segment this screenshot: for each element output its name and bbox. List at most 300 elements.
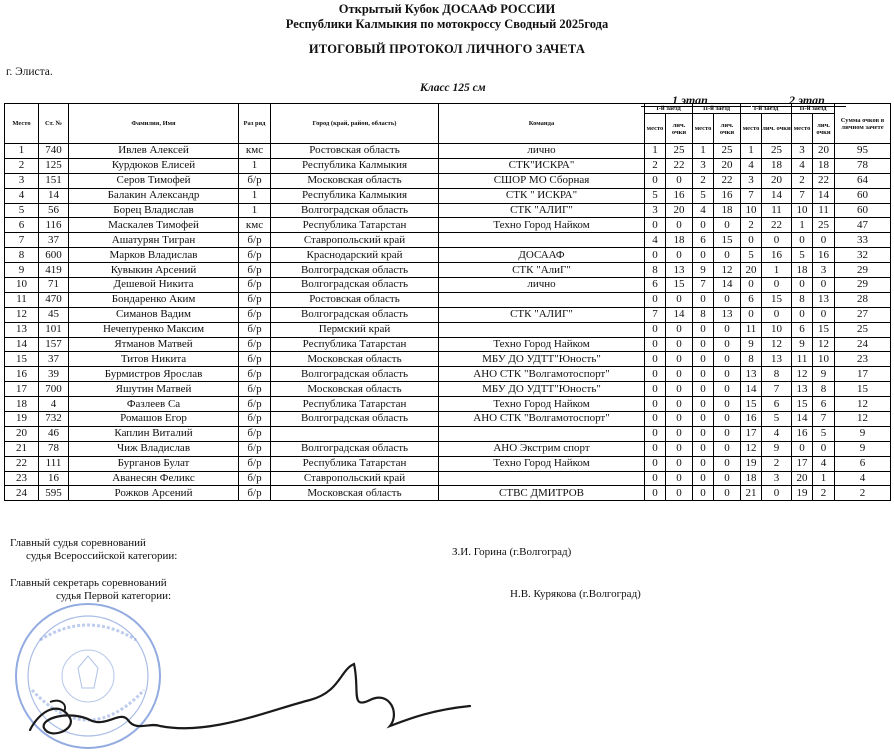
race-points-cell: 5 xyxy=(813,426,835,441)
region-cell: Волгоградская область xyxy=(271,441,439,456)
region-cell: Республика Калмыкия xyxy=(271,188,439,203)
athlete-name-cell: Рожков Арсений xyxy=(69,486,239,501)
place-cell: 3 xyxy=(5,173,39,188)
race-points-cell: 0 xyxy=(666,322,693,337)
judge-name: З.И. Горина (г.Волгоград) xyxy=(452,546,572,558)
table-row xyxy=(5,426,891,441)
race-points-cell: 11 xyxy=(813,203,835,218)
stage1-label: 1 этап xyxy=(672,93,708,107)
team-cell: Техно Город Найком xyxy=(439,456,645,471)
race-position-cell: 7 xyxy=(693,278,714,293)
table-row xyxy=(5,412,891,427)
total-points-cell: 9 xyxy=(835,426,891,441)
race-position-cell: 0 xyxy=(645,352,666,367)
race-points-cell: 0 xyxy=(813,441,835,456)
total-points-cell: 29 xyxy=(835,263,891,278)
race-points-cell: 0 xyxy=(714,218,741,233)
table-row xyxy=(5,158,891,173)
team-cell: Техно Город Найком xyxy=(439,337,645,352)
race-points-cell: 22 xyxy=(762,218,792,233)
total-points-cell: 60 xyxy=(835,203,891,218)
race-points-cell: 18 xyxy=(666,233,693,248)
race-position-cell: 19 xyxy=(741,456,762,471)
place-cell: 1 xyxy=(5,144,39,159)
start-number-cell: 78 xyxy=(39,441,69,456)
results-table xyxy=(4,103,891,501)
place-cell: 20 xyxy=(5,426,39,441)
athlete-name-cell: Дешевой Никита xyxy=(69,278,239,293)
race-points-cell: 0 xyxy=(762,278,792,293)
race-position-cell: 0 xyxy=(792,307,813,322)
race-position-cell: 0 xyxy=(693,322,714,337)
race-points-cell: 3 xyxy=(762,471,792,486)
rank-cell: 1 xyxy=(239,158,271,173)
start-number-cell: 37 xyxy=(39,352,69,367)
team-cell: МБУ ДО УДТТ"Юность" xyxy=(439,382,645,397)
athlete-name-cell: Нечепуренко Максим xyxy=(69,322,239,337)
race-position-cell: 18 xyxy=(792,263,813,278)
race-points-cell: 4 xyxy=(813,456,835,471)
table-row xyxy=(5,263,891,278)
place-cell: 21 xyxy=(5,441,39,456)
col-team: Команда xyxy=(439,104,645,144)
place-cell: 7 xyxy=(5,233,39,248)
place-cell: 23 xyxy=(5,471,39,486)
race-position-cell: 0 xyxy=(693,292,714,307)
col-pts: лич. очки xyxy=(666,114,693,144)
race-position-cell: 12 xyxy=(741,441,762,456)
team-cell: СТК "АЛИГ" xyxy=(439,307,645,322)
race-position-cell: 6 xyxy=(645,278,666,293)
race-points-cell: 0 xyxy=(762,307,792,322)
total-points-cell: 9 xyxy=(835,441,891,456)
race-position-cell: 4 xyxy=(693,203,714,218)
place-cell: 2 xyxy=(5,158,39,173)
race-position-cell: 10 xyxy=(741,203,762,218)
col-place: Место xyxy=(5,104,39,144)
athlete-name-cell: Серов Тимофей xyxy=(69,173,239,188)
race-position-cell: 8 xyxy=(792,292,813,307)
start-number-cell: 116 xyxy=(39,218,69,233)
race-position-cell: 20 xyxy=(741,263,762,278)
race-position-cell: 2 xyxy=(645,158,666,173)
race-position-cell: 9 xyxy=(792,337,813,352)
race-position-cell: 3 xyxy=(741,173,762,188)
team-cell: лично xyxy=(439,144,645,159)
col-race1: I-й заезд xyxy=(645,104,693,114)
total-points-cell: 12 xyxy=(835,412,891,427)
race-points-cell: 0 xyxy=(714,456,741,471)
race-position-cell: 4 xyxy=(645,233,666,248)
table-row xyxy=(5,486,891,501)
race-position-cell: 1 xyxy=(741,144,762,159)
race-points-cell: 0 xyxy=(666,248,693,263)
total-points-cell: 6 xyxy=(835,456,891,471)
race-points-cell: 16 xyxy=(666,188,693,203)
race-points-cell: 18 xyxy=(714,203,741,218)
race-points-cell: 7 xyxy=(813,412,835,427)
race-points-cell: 0 xyxy=(666,367,693,382)
race-points-cell: 16 xyxy=(813,248,835,263)
race-position-cell: 14 xyxy=(741,382,762,397)
race-position-cell: 7 xyxy=(792,188,813,203)
region-cell: Московская область xyxy=(271,173,439,188)
race-points-cell: 18 xyxy=(762,158,792,173)
region-cell: Пермский край xyxy=(271,322,439,337)
race-points-cell: 22 xyxy=(714,173,741,188)
race-position-cell: 9 xyxy=(741,337,762,352)
race-points-cell: 0 xyxy=(666,412,693,427)
total-points-cell: 78 xyxy=(835,158,891,173)
race-position-cell: 7 xyxy=(741,188,762,203)
place-cell: 4 xyxy=(5,188,39,203)
race-position-cell: 0 xyxy=(693,382,714,397)
race-position-cell: 5 xyxy=(792,248,813,263)
race-position-cell: 0 xyxy=(645,173,666,188)
class-label: Класс 125 см xyxy=(420,82,486,94)
rank-cell: б/р xyxy=(239,307,271,322)
start-number-cell: 595 xyxy=(39,486,69,501)
race-points-cell: 20 xyxy=(762,173,792,188)
race-points-cell: 0 xyxy=(714,248,741,263)
team-cell: СТК"ИСКРА" xyxy=(439,158,645,173)
race-position-cell: 0 xyxy=(693,337,714,352)
start-number-cell: 39 xyxy=(39,367,69,382)
team-cell: СТК "АЛИГ" xyxy=(439,203,645,218)
col-pos: место xyxy=(741,114,762,144)
table-row xyxy=(5,278,891,293)
table-row xyxy=(5,367,891,382)
rank-cell: б/р xyxy=(239,263,271,278)
race-position-cell: 0 xyxy=(693,367,714,382)
col-pos: место xyxy=(792,114,813,144)
team-cell: ДОСААФ xyxy=(439,248,645,263)
table-row xyxy=(5,248,891,263)
race-points-cell: 0 xyxy=(714,322,741,337)
region-cell: Московская область xyxy=(271,486,439,501)
race-points-cell: 16 xyxy=(762,248,792,263)
race-points-cell: 0 xyxy=(714,382,741,397)
table-row xyxy=(5,337,891,352)
athlete-name-cell: Борец Владислав xyxy=(69,203,239,218)
judge-title-1: Главный судья соревнований xyxy=(10,537,146,549)
total-points-cell: 33 xyxy=(835,233,891,248)
race-position-cell: 0 xyxy=(693,412,714,427)
col-total: Сумма очков в личном зачете xyxy=(835,104,891,144)
race-points-cell: 0 xyxy=(714,337,741,352)
race-position-cell: 13 xyxy=(792,382,813,397)
race-position-cell: 0 xyxy=(645,486,666,501)
race-points-cell: 0 xyxy=(714,352,741,367)
start-number-cell: 71 xyxy=(39,278,69,293)
total-points-cell: 29 xyxy=(835,278,891,293)
document-title: Открытый Кубок ДОСААФ РОССИИ xyxy=(338,2,556,16)
race-points-cell: 15 xyxy=(666,278,693,293)
race-points-cell: 15 xyxy=(762,292,792,307)
region-cell: Республика Татарстан xyxy=(271,397,439,412)
race-position-cell: 9 xyxy=(693,263,714,278)
race-points-cell: 14 xyxy=(714,278,741,293)
place-cell: 8 xyxy=(5,248,39,263)
race-position-cell: 0 xyxy=(645,426,666,441)
table-row xyxy=(5,441,891,456)
race-points-cell: 0 xyxy=(714,441,741,456)
total-points-cell: 17 xyxy=(835,367,891,382)
rank-cell: б/р xyxy=(239,322,271,337)
race-points-cell: 14 xyxy=(666,307,693,322)
race-position-cell: 0 xyxy=(792,278,813,293)
race-points-cell: 5 xyxy=(762,412,792,427)
race-points-cell: 13 xyxy=(813,292,835,307)
race-points-cell: 0 xyxy=(666,471,693,486)
table-row xyxy=(5,144,891,159)
athlete-name-cell: Бурганов Булат xyxy=(69,456,239,471)
start-number-cell: 470 xyxy=(39,292,69,307)
athlete-name-cell: Бурмистров Ярослав xyxy=(69,367,239,382)
race-position-cell: 3 xyxy=(693,158,714,173)
athlete-name-cell: Курдюков Елисей xyxy=(69,158,239,173)
table-row xyxy=(5,292,891,307)
table-row xyxy=(5,456,891,471)
col-name: Фамилия, Имя xyxy=(69,104,239,144)
race-points-cell: 25 xyxy=(813,218,835,233)
race-points-cell: 0 xyxy=(714,471,741,486)
place-cell: 18 xyxy=(5,397,39,412)
race-position-cell: 8 xyxy=(645,263,666,278)
race-position-cell: 18 xyxy=(741,471,762,486)
place-cell: 17 xyxy=(5,382,39,397)
judge-title-2: судья Всероссийской категории: xyxy=(26,550,178,562)
results-body xyxy=(5,144,891,501)
race-position-cell: 11 xyxy=(741,322,762,337)
start-number-cell: 157 xyxy=(39,337,69,352)
race-points-cell: 0 xyxy=(714,397,741,412)
race-points-cell: 7 xyxy=(762,382,792,397)
race-points-cell: 0 xyxy=(762,233,792,248)
col-pts: лич. очки xyxy=(813,114,835,144)
race-position-cell: 0 xyxy=(645,471,666,486)
rank-cell: б/р xyxy=(239,471,271,486)
start-number-cell: 111 xyxy=(39,456,69,471)
region-cell: Республика Татарстан xyxy=(271,337,439,352)
race-position-cell: 0 xyxy=(693,218,714,233)
race-points-cell: 0 xyxy=(666,292,693,307)
race-position-cell: 0 xyxy=(645,456,666,471)
race-position-cell: 0 xyxy=(693,471,714,486)
col-race2: II-й заезд xyxy=(693,104,741,114)
rank-cell: б/р xyxy=(239,352,271,367)
race-position-cell: 0 xyxy=(645,382,666,397)
race-points-cell: 0 xyxy=(714,292,741,307)
race-position-cell: 2 xyxy=(792,173,813,188)
team-cell: СТВС ДМИТРОВ xyxy=(439,486,645,501)
team-cell: АНО Экстрим спорт xyxy=(439,441,645,456)
athlete-name-cell: Аванесян Феликс xyxy=(69,471,239,486)
athlete-name-cell: Чиж Владислав xyxy=(69,441,239,456)
col-start-no: Ст. № xyxy=(39,104,69,144)
place-cell: 15 xyxy=(5,352,39,367)
secretary-name: Н.В. Курякова (г.Волгоград) xyxy=(510,588,641,600)
race-points-cell: 22 xyxy=(813,173,835,188)
race-position-cell: 6 xyxy=(693,233,714,248)
place-cell: 5 xyxy=(5,203,39,218)
athlete-name-cell: Кувыкин Арсений xyxy=(69,263,239,278)
team-cell xyxy=(439,233,645,248)
start-number-cell: 600 xyxy=(39,248,69,263)
place-cell: 14 xyxy=(5,337,39,352)
race-points-cell: 15 xyxy=(714,233,741,248)
race-points-cell: 0 xyxy=(666,456,693,471)
race-points-cell: 20 xyxy=(714,158,741,173)
race-points-cell: 0 xyxy=(666,397,693,412)
start-number-cell: 56 xyxy=(39,203,69,218)
race-points-cell: 0 xyxy=(666,218,693,233)
table-row xyxy=(5,322,891,337)
race-points-cell: 16 xyxy=(714,188,741,203)
race-points-cell: 13 xyxy=(714,307,741,322)
race-points-cell: 0 xyxy=(813,233,835,248)
race-position-cell: 16 xyxy=(741,412,762,427)
race-points-cell: 1 xyxy=(762,263,792,278)
region-cell: Республика Татарстан xyxy=(271,456,439,471)
race-position-cell: 15 xyxy=(792,397,813,412)
athlete-name-cell: Балакин Александр xyxy=(69,188,239,203)
stage2-label: 2 этап xyxy=(789,93,825,107)
total-points-cell: 32 xyxy=(835,248,891,263)
race-points-cell: 6 xyxy=(762,397,792,412)
table-row xyxy=(5,173,891,188)
total-points-cell: 4 xyxy=(835,471,891,486)
athlete-name-cell: Ромашов Егор xyxy=(69,412,239,427)
athlete-name-cell: Бондаренко Аким xyxy=(69,292,239,307)
race-points-cell: 0 xyxy=(813,307,835,322)
start-number-cell: 101 xyxy=(39,322,69,337)
place-cell: 19 xyxy=(5,412,39,427)
table-row xyxy=(5,218,891,233)
table-row xyxy=(5,352,891,367)
race-points-cell: 0 xyxy=(714,412,741,427)
col-race3: I-й заезд xyxy=(741,104,792,114)
place-cell: 24 xyxy=(5,486,39,501)
race-position-cell: 0 xyxy=(693,352,714,367)
place-cell: 11 xyxy=(5,292,39,307)
race-points-cell: 20 xyxy=(813,144,835,159)
team-cell xyxy=(439,292,645,307)
race-position-cell: 0 xyxy=(693,426,714,441)
table-row xyxy=(5,471,891,486)
document-subtitle: Республики Калмыкия по мотокроссу Сводный 2025года xyxy=(285,17,609,31)
race-position-cell: 3 xyxy=(645,203,666,218)
race-position-cell: 0 xyxy=(645,441,666,456)
race-position-cell: 11 xyxy=(792,352,813,367)
col-race4: II-й заезд xyxy=(792,104,835,114)
race-position-cell: 0 xyxy=(741,278,762,293)
total-points-cell: 12 xyxy=(835,397,891,412)
race-position-cell: 0 xyxy=(645,397,666,412)
race-position-cell: 19 xyxy=(792,486,813,501)
place-cell: 10 xyxy=(5,278,39,293)
team-cell: Техно Город Найком xyxy=(439,218,645,233)
table-row xyxy=(5,307,891,322)
rank-cell: 1 xyxy=(239,188,271,203)
race-points-cell: 6 xyxy=(813,397,835,412)
race-position-cell: 0 xyxy=(645,412,666,427)
race-points-cell: 4 xyxy=(762,426,792,441)
team-cell: СТК " ИСКРА" xyxy=(439,188,645,203)
race-position-cell: 15 xyxy=(741,397,762,412)
race-position-cell: 12 xyxy=(792,367,813,382)
race-position-cell: 0 xyxy=(693,456,714,471)
race-points-cell: 0 xyxy=(666,337,693,352)
race-points-cell: 0 xyxy=(666,441,693,456)
race-points-cell: 9 xyxy=(762,441,792,456)
total-points-cell: 2 xyxy=(835,486,891,501)
team-cell xyxy=(439,471,645,486)
start-number-cell: 45 xyxy=(39,307,69,322)
team-cell: Техно Город Найком xyxy=(439,397,645,412)
start-number-cell: 419 xyxy=(39,263,69,278)
rank-cell: 1 xyxy=(239,203,271,218)
athlete-name-cell: Ятманов Матвей xyxy=(69,337,239,352)
race-position-cell: 0 xyxy=(645,322,666,337)
race-position-cell: 0 xyxy=(693,441,714,456)
race-points-cell: 18 xyxy=(813,158,835,173)
race-position-cell: 6 xyxy=(741,292,762,307)
race-points-cell: 11 xyxy=(762,203,792,218)
start-number-cell: 4 xyxy=(39,397,69,412)
race-position-cell: 6 xyxy=(792,322,813,337)
race-position-cell: 5 xyxy=(693,188,714,203)
race-position-cell: 17 xyxy=(792,456,813,471)
race-position-cell: 4 xyxy=(792,158,813,173)
total-points-cell: 24 xyxy=(835,337,891,352)
race-position-cell: 0 xyxy=(792,441,813,456)
col-rank: Раз ряд xyxy=(239,104,271,144)
race-points-cell: 20 xyxy=(666,203,693,218)
region-cell xyxy=(271,426,439,441)
athlete-name-cell: Симанов Вадим xyxy=(69,307,239,322)
region-cell: Ростовская область xyxy=(271,292,439,307)
race-points-cell: 14 xyxy=(813,188,835,203)
race-position-cell: 1 xyxy=(792,218,813,233)
table-row xyxy=(5,233,891,248)
rank-cell: б/р xyxy=(239,441,271,456)
race-points-cell: 13 xyxy=(666,263,693,278)
race-position-cell: 14 xyxy=(792,412,813,427)
race-position-cell: 17 xyxy=(741,426,762,441)
race-position-cell: 0 xyxy=(645,292,666,307)
race-position-cell: 0 xyxy=(741,233,762,248)
athlete-name-cell: Маскалев Тимофей xyxy=(69,218,239,233)
race-position-cell: 0 xyxy=(741,307,762,322)
race-points-cell: 10 xyxy=(762,322,792,337)
rank-cell: б/р xyxy=(239,397,271,412)
athlete-name-cell: Марков Владислав xyxy=(69,248,239,263)
race-points-cell: 1 xyxy=(813,471,835,486)
race-points-cell: 12 xyxy=(813,337,835,352)
region-cell: Республика Калмыкия xyxy=(271,158,439,173)
race-points-cell: 0 xyxy=(666,426,693,441)
rank-cell: б/р xyxy=(239,426,271,441)
race-position-cell: 1 xyxy=(645,144,666,159)
rank-cell: кмс xyxy=(239,218,271,233)
race-position-cell: 0 xyxy=(693,486,714,501)
region-cell: Ставропольский край xyxy=(271,233,439,248)
race-points-cell: 0 xyxy=(666,352,693,367)
race-position-cell: 7 xyxy=(645,307,666,322)
rank-cell: б/р xyxy=(239,382,271,397)
race-position-cell: 4 xyxy=(741,158,762,173)
